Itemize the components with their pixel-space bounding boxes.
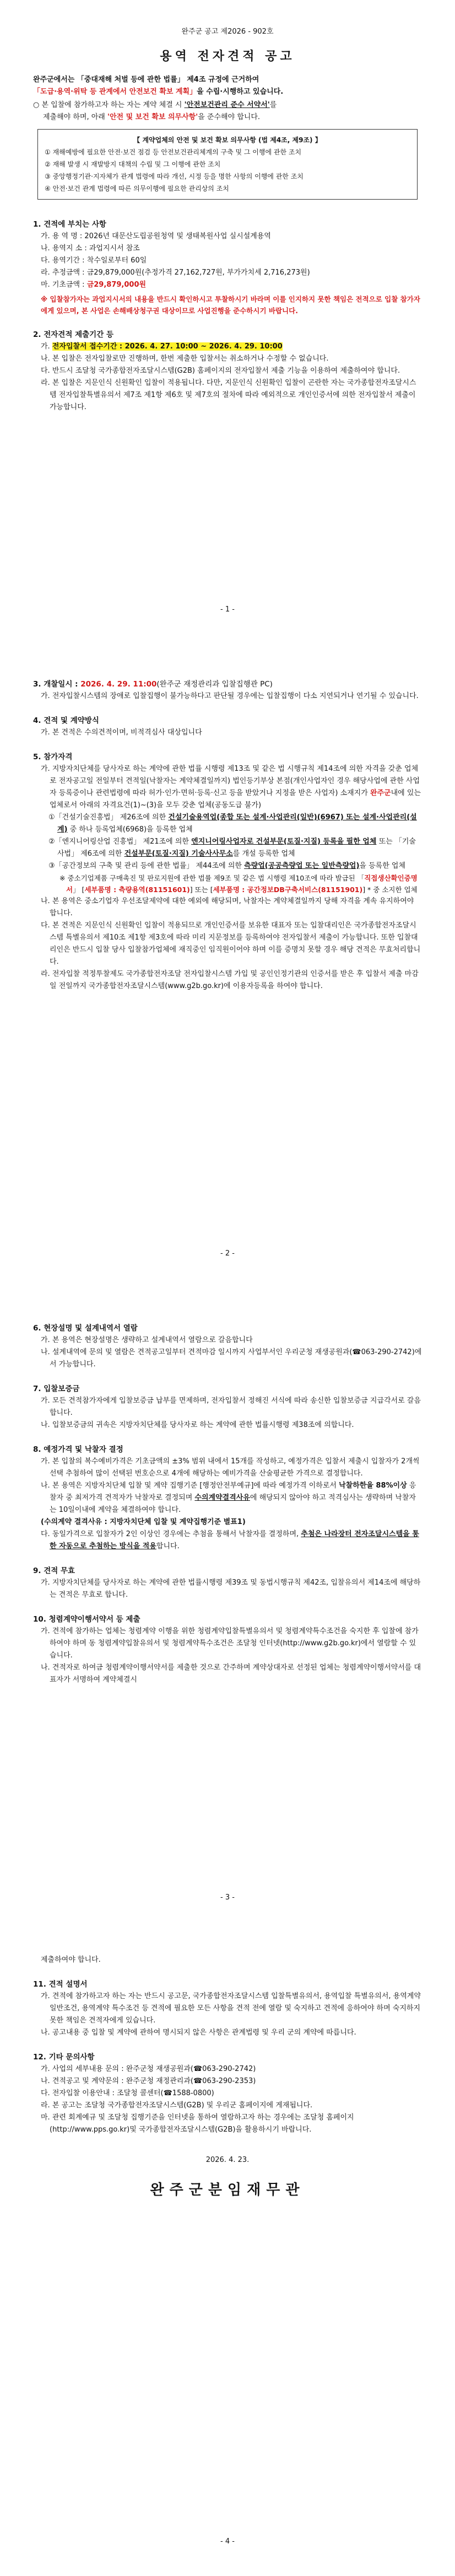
section-12-item-ma: 마. 관련 회계예규 및 조달청 집행기준을 인터넷을 통하여 열람하고자 하는 경우에는 조달청 홈페이지(http://www.pps.go.kr)및 국가종합전자조달시스템(G2B)을 활용하시기 바랍니다. [41,2113,354,2134]
section-7-title: 7. 입찰보증금 [33,1384,80,1393]
section-2-item-na: 나. 본 입찰은 전자입찰로만 진행하며, 한번 제출한 입찰서는 취소하거나 수정할 수 없습니다. [41,355,329,363]
section-11-item-ga: 가. 견적에 참가하고자 하는 자는 반드시 공고문, 국가종합전자조달시스템 입찰특별유의서, 용역입찰 특별유의서, 용역계약 일반조건, 용역계약 특수조건 등 견적에 필요한 모든 사항을 견적 전에 열람 및 숙지하고 견적에 응하여야 하며 숙지하지 못한 책임은 견적자에게 있습니다. [41,1992,421,2025]
qualification-2: ②「엔지니어링산업 진흥법」 제21조에 의한 엔지니어링사업자로 건설부문(토질·지질) 등록을 필한 업체 또는 「기술사법」 제6조에 의한 건설부문(토질·지질) 기술사사무소를 개설 등록한 업체 [48,838,416,858]
qualification-note: ※ 중소기업제품 구매촉진 및 판로지원에 관한 법률 제9조 및 같은 법 시행령 제10조에 따라 발급된 「직접생산확인증명서」 [세부품명 : 측량용역(81151601)] 또는 [세부품명 : 공간정보DB구축서비스(81151901)] * 중 소지한 업체 [59,874,418,894]
section-8-item-da: 다. 동일가격으로 입찰자가 2인 이상인 경우에는 추첨을 통해서 낙찰자를 결정하며, 추첨은 나라장터 전자조달시스템을 통한 자동으로 추첨하는 방식을 적용합니다. [41,1530,419,1550]
obligation-item: ④ 안전·보건 관계 법령에 따른 의무이행에 필요한 관리상의 조치 [45,185,229,192]
obligation-item: ② 재해 발생 시 재발방지 대책의 수립 및 그 이행에 관한 조치 [45,160,221,168]
issue-date: 2026. 4. 23. [205,2156,250,2164]
section-5-item-da: 다. 본 견적은 지문인식 신원확인 입찰이 적용되므로 개인인증서를 보유한 대표자 또는 입찰대리인은 국가종합전자조달시스템 특별유의서 제10조 제1항 제3호에 따라 미리 지문정보를 등록하여야 전자입찰서 제출이 가능합니다. 또한 입찰대리인은 반드시 입찰 당사 입찰참가업체에 재직중인 임직원이어야 하며 이를 증명치 못할 경우 해당 견적은 무효처리합니다. [41,921,421,966]
document-number: 완주군 공고 제2026 - 902호 [181,28,274,36]
qualification-3: ③「공간정보의 구축 및 관리 등에 관한 법률」 제44조에 의한 측량업(공공측량업 또는 일반측량업)을 등록한 업체 [48,862,406,870]
page-3 [0,1288,455,1932]
section-7-item-na: 나. 입찰보증금의 귀속은 지방자치단체를 당사자로 하는 계약에 관한 법률시행령 제38조에 의합니다. [41,1421,354,1429]
page-number: - 3 - [220,1893,235,1902]
qualification-1: ①「건설기술진흥법」 제26조에 의한 건설기술용역업(종합 또는 설계·사업관리(일반)(6967) 또는 설계·사업관리(설계) 중 하나 등록업체(6968)을 등록한 업체 [48,813,417,834]
section-10-item-na: 나. 견적자로 하여금 청렴계약이행서약서를 제출한 것으로 간주하며 계약상대자로 선정된 업체는 청렴계약이행서약서를 대표자가 서명하여 계약체결시 [41,1663,421,1684]
intro-bullet: ○ 본 입찰에 참가하고자 하는 자는 계약 체결 시 '안전보건관리 준수 서약서'를 제출해야 하며, 아래 '안전 및 보건 확보 의무사항'을 준수해야 합니다. [33,101,277,121]
page-number: - 1 - [220,605,235,614]
section-5-item-ra: 라. 전자입찰 적정투찰제도 국가종합전자조달 전자입찰시스템 가입 및 공인인정기관의 인증서를 받은 후 입찰서 제출 마감일 전일까지 국가종합전자조달시스템(www.g2b.go.kr)에 이용자등록을 하여야 합니다. [41,970,419,990]
section-8-title: 8. 예정가격 및 낙찰자 결정 [33,1445,123,1454]
estimated-amount: 라. 추정금액 : 금29,879,000원(추정가격 27,162,727원, 부가가치세 2,716,273원) [41,269,310,277]
circle-bullet-icon: ○ [33,101,42,109]
section-5-item-na: 나. 본 용역은 중소기업자 우선조달제약에 대한 예외에 해당되며, 낙찰자는 계약체결일까지 당해 자격을 계속 유지하여야 합니다. [41,897,414,917]
opening-datetime: 2026. 4. 29. 11:00 [80,680,157,689]
page-2 [0,644,455,1288]
section-10-item-ga: 가. 견적에 참가하는 업체는 청렴계약 이행을 위한 청렴계약입찰특별유의서 및 청렴계약특수조건을 숙지한 후 입찰에 참가하여야 하며 동 청렴계약입찰유의서 및 청렴계약특수조건은 조달청 인터넷(http://www.g2b.go.kr)에서 열람할 수 있습니다. [41,1627,419,1660]
page-number: - 4 - [220,2537,235,2546]
section-9-item-ga: 가. 지방자치단체를 당사자로 하는 계약에 관한 법률시행령 제39조 및 동법시행규칙 제42조, 입찰유의서 제14조에 해당하는 견적은 무효로 합니다. [41,1579,421,1599]
section-10-title: 10. 청렴계약이행서약서 등 제출 [33,1615,140,1624]
page-title: 용역 전자견적 공고 [160,50,295,63]
obligation-item: ① 재해예방에 필요한 안전·보건 점검 등 안전보건관리체계의 구축 및 그 이행에 관한 조치 [45,148,302,156]
section-2-title: 2. 전자견적 제출기간 등 [33,330,113,339]
section-2-item-da: 다. 반드시 조달청 국가종합전자조달시스템(G2B) 홈페이지의 전자입찰서 제출 기능을 이용하여 제출하여야 합니다. [41,367,400,375]
page-4 [0,1932,455,2576]
section-9-title: 9. 견적 무효 [33,1566,75,1575]
service-period: 다. 용역기간 : 착수일로부터 60일 [41,256,147,265]
section-8-item-ga: 가. 본 입찰의 복수예비가격은 기초금액의 ±3% 범위 내에서 15개를 작성하고, 예정가격은 입찰서 제출시 입찰자가 2개씩 선택 추첨하여 많이 선택된 번호순으로 4개에 해당하는 예비가격을 산술평균한 가격으로 결정합니다. [41,1457,420,1478]
contact-project: 가. 사업의 세부내용 문의 : 완주군청 재생공원과(☎063-290-2742) [41,2065,256,2073]
section-12-item-ra: 라. 본 공고는 조달청 국가종합전자조달시스템(G2B) 및 우리군 홈페이지에 게재됩니다. [41,2101,313,2110]
section-8-note: (수의계약 결격사유 : 지방자치단체 입찰 및 계약집행기준 별표1) [41,1518,246,1526]
contact-contract: 나. 견적공고 및 계약문의 : 완주군청 재정관리과(☎063-290-2353) [41,2077,256,2085]
section-2-item-ra: 라. 본 입찰은 지문인식 신원확인 입찰이 적용됩니다. 다만, 지문인식 신원확인 입찰이 곤란한 자는 국가종합전자조달시스템 전자입찰특별유의서 제7조 제1항 제6호 및 제7호의 절차에 따라 예외적으로 개인인증서에 의한 전자입찰서 제출이 가능합니다. [41,379,416,411]
section-1-note: ※ 입찰참가자는 과업지시서의 내용을 반드시 확인하시고 투찰하시기 바라며 이를 인지하지 못한 책임은 전적으로 입찰 참가자에게 있으며, 본 사업은 손해배상청구권 대상이므로 사업진행을 준수하시기 바랍니다. [41,295,420,315]
intro-paragraph: 완주군에서는 「중대재해 처벌 등에 관한 법률」 제4조 규정에 근거하여 「도급·용역·위탁 등 관계에서 안전보건 확보 계획」을 수립·시행하고 있습니다. [33,76,284,96]
law-name: 중대재해 처벌 등에 관한 법률 [84,76,177,84]
obligation-item: ③ 중앙행정기관·지자체가 관계 법령에 따라 개선, 시정 등을 명한 사항의 이행에 관한 조치 [45,173,304,180]
contact-callcenter: 다. 전자입찰 이용안내 : 조달청 콜센터(☎1588-0800) [41,2089,214,2097]
service-name: 가. 용 역 명 : 2026년 대문산도립공원청역 및 생태복원사업 실시설계용역 [41,232,271,240]
section-5-title: 5. 참가자격 [33,753,73,761]
section-11-item-na: 나. 공고내용 중 입찰 및 계약에 관하여 명시되지 않은 사항은 관계법령 및 우리 군의 계약에 따릅니다. [41,2028,356,2037]
page-number: - 2 - [220,1249,235,1258]
issuing-organization: 완주군분임재무관 [150,2182,305,2198]
submission-period: 가. 전자입찰서 접수기간 : 2026. 4. 27. 10:00 ~ 2026. 4. 29. 10:00 [41,342,283,351]
service-location: 나. 용역지 소 : 과업지시서 참조 [41,244,140,253]
section-1-title: 1. 견적에 부치는 사항 [33,220,106,229]
section-7-item-ga: 가. 모든 견적참가자에게 입찰보증금 납부를 면제하며, 전자입찰서 정해진 서식에 따라 송신한 입찰보증금 지급각서로 갈음합니다. [41,1397,421,1417]
section-6-item-ga: 가. 본 용역은 현장설명은 생략하고 설계내역서 열람으로 갈음합니다 [41,1336,253,1344]
section-8-item-na: 나. 본 용역은 지방자치단체 입찰 및 계약 집행기준 [행정안전부예규]에 따라 예정가격 이하로서 낙찰하한율 88%이상 응찰자 중 최저가격 견적자가 낙찰자로 결정되며 수의계약결격사유에 해당되지 않아야 하고 적격심사는 생략하며 낙찰자는 10일이내에 계약을 체결하여야 합니다. [41,1482,416,1514]
obligations-box [37,129,418,200]
section-10-continuation: 제출하여야 합니다. [41,1956,101,1964]
section-3-item-ga: 가. 전자입찰시스템의 장애로 입찰집행이 불가능하다고 판단될 경우에는 입찰집행이 다소 지연되거나 연기될 수 있습니다. [41,692,419,700]
section-6-title: 6. 현장설명 및 설계내역서 열람 [33,1324,138,1333]
section-11-title: 11. 견적 설명서 [33,1980,88,1989]
base-amount: 마. 기초금액 : 금29,879,000원 [41,281,147,289]
section-4-item-ga: 가. 본 견적은 수의견적이며, 비적격심사 대상입니다 [41,728,202,737]
section-3-title: 3. 개찰일시 : 2026. 4. 29. 11:00(완주군 재정관리과 입찰집행관 PC) [33,680,273,689]
obligations-box-title: 【 계약업체의 안전 및 보건 확보 의무사항 (법 제4조, 제9조) 】 [133,136,322,144]
section-5-item-ga: 가. 지방자치단체를 당사자로 하는 계약에 관한 법률 시행령 제13조 및 같은 법 시행규칙 제14조에 의한 자격을 갖춘 업체로 전자공고일 전일부터 견적일(낙찰자는 계약체결일까지) 법인등기부상 본점(개인사업자인 경우 해당사업에 관한 사업자 등록증이나 관련법령에 따라 허가·인가·면허·등록·신고 등을 받았거나 지정을 받은 사업자) 소재지가 완주군내에 있는 업체로서 아래의 자격요건(1)~(3)을 모두 갖춘 업체(공동도급 불가) [41,765,421,809]
page-1 [0,0,455,644]
section-6-item-na: 나. 설계내역에 문의 및 열람은 견적공고일부터 견적마감 일시까지 사업부서인 우리군청 재생공원과(☎063-290-2742)에서 가능합니다. [41,1348,422,1368]
section-4-title: 4. 견적 및 계약방식 [33,716,99,725]
safety-plan-title: 「도급·용역·위탁 등 관계에서 안전보건 확보 계획」 [33,88,197,96]
section-12-title: 12. 기타 문의사항 [33,2053,95,2062]
